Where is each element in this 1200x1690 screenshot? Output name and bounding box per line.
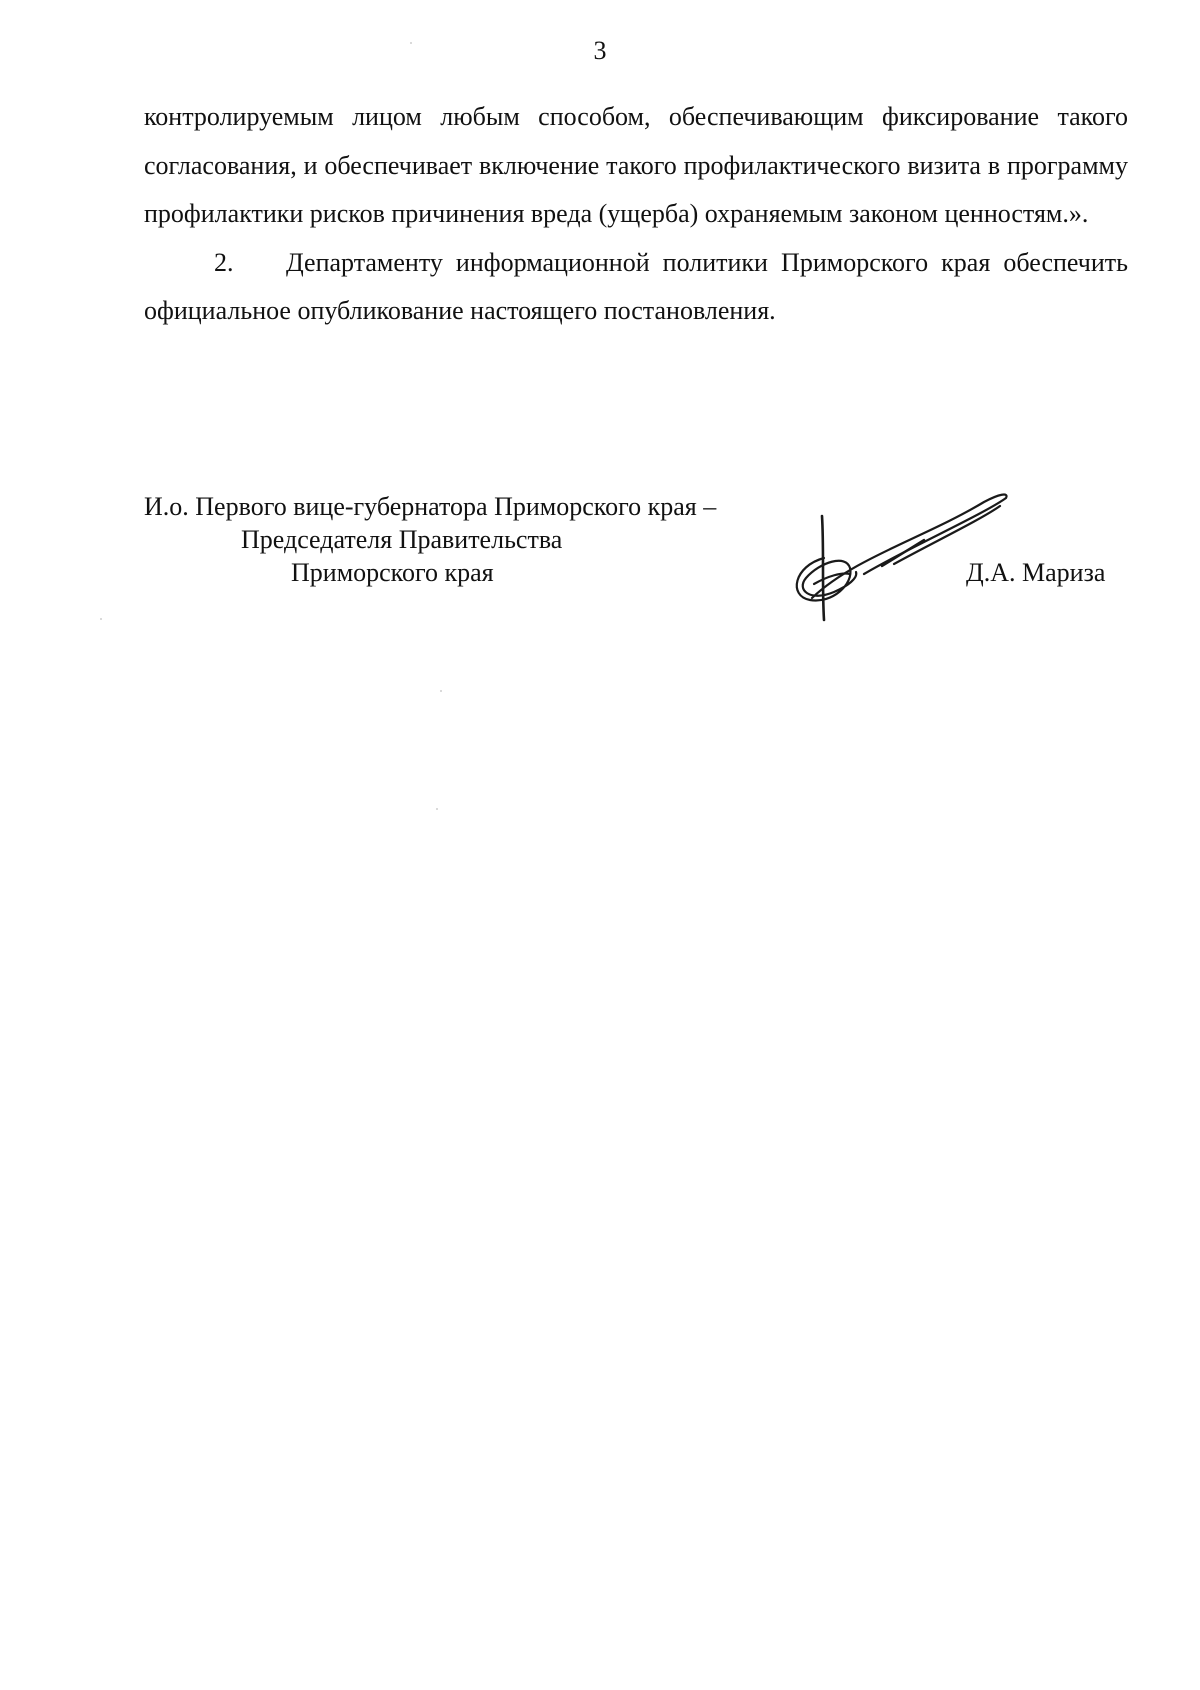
paragraph-item-2 — [144, 239, 1128, 336]
scan-speck — [410, 42, 412, 44]
position-line-1: И.о. Первого вице-губернатора Приморского края – — [144, 492, 717, 521]
document-body — [144, 93, 1128, 336]
scan-speck — [440, 690, 442, 692]
position-line-3: Приморского края — [291, 558, 494, 587]
signatory-position — [144, 490, 716, 589]
scan-speck — [100, 618, 102, 620]
scan-speck — [436, 808, 438, 810]
paragraph-number: 2. — [214, 247, 234, 277]
signer-name: Д.А. Мариза — [966, 558, 1106, 587]
paragraph-text: Департаменту информационной политики Приморского края обеспечить официальное опубликование настоящего постановления. — [144, 247, 1128, 325]
paragraph-continuation: контролируемым лицом любым способом, обеспечивающим фиксирование такого согласования, и обеспечивает включение такого профилактического визита в программу профилактики рисков причинения вреда (ущерба) охраняемым законом ценностям.». — [144, 102, 1128, 228]
page-number: 3 — [593, 36, 607, 65]
position-line-2: Председателя Правительства — [241, 525, 563, 554]
